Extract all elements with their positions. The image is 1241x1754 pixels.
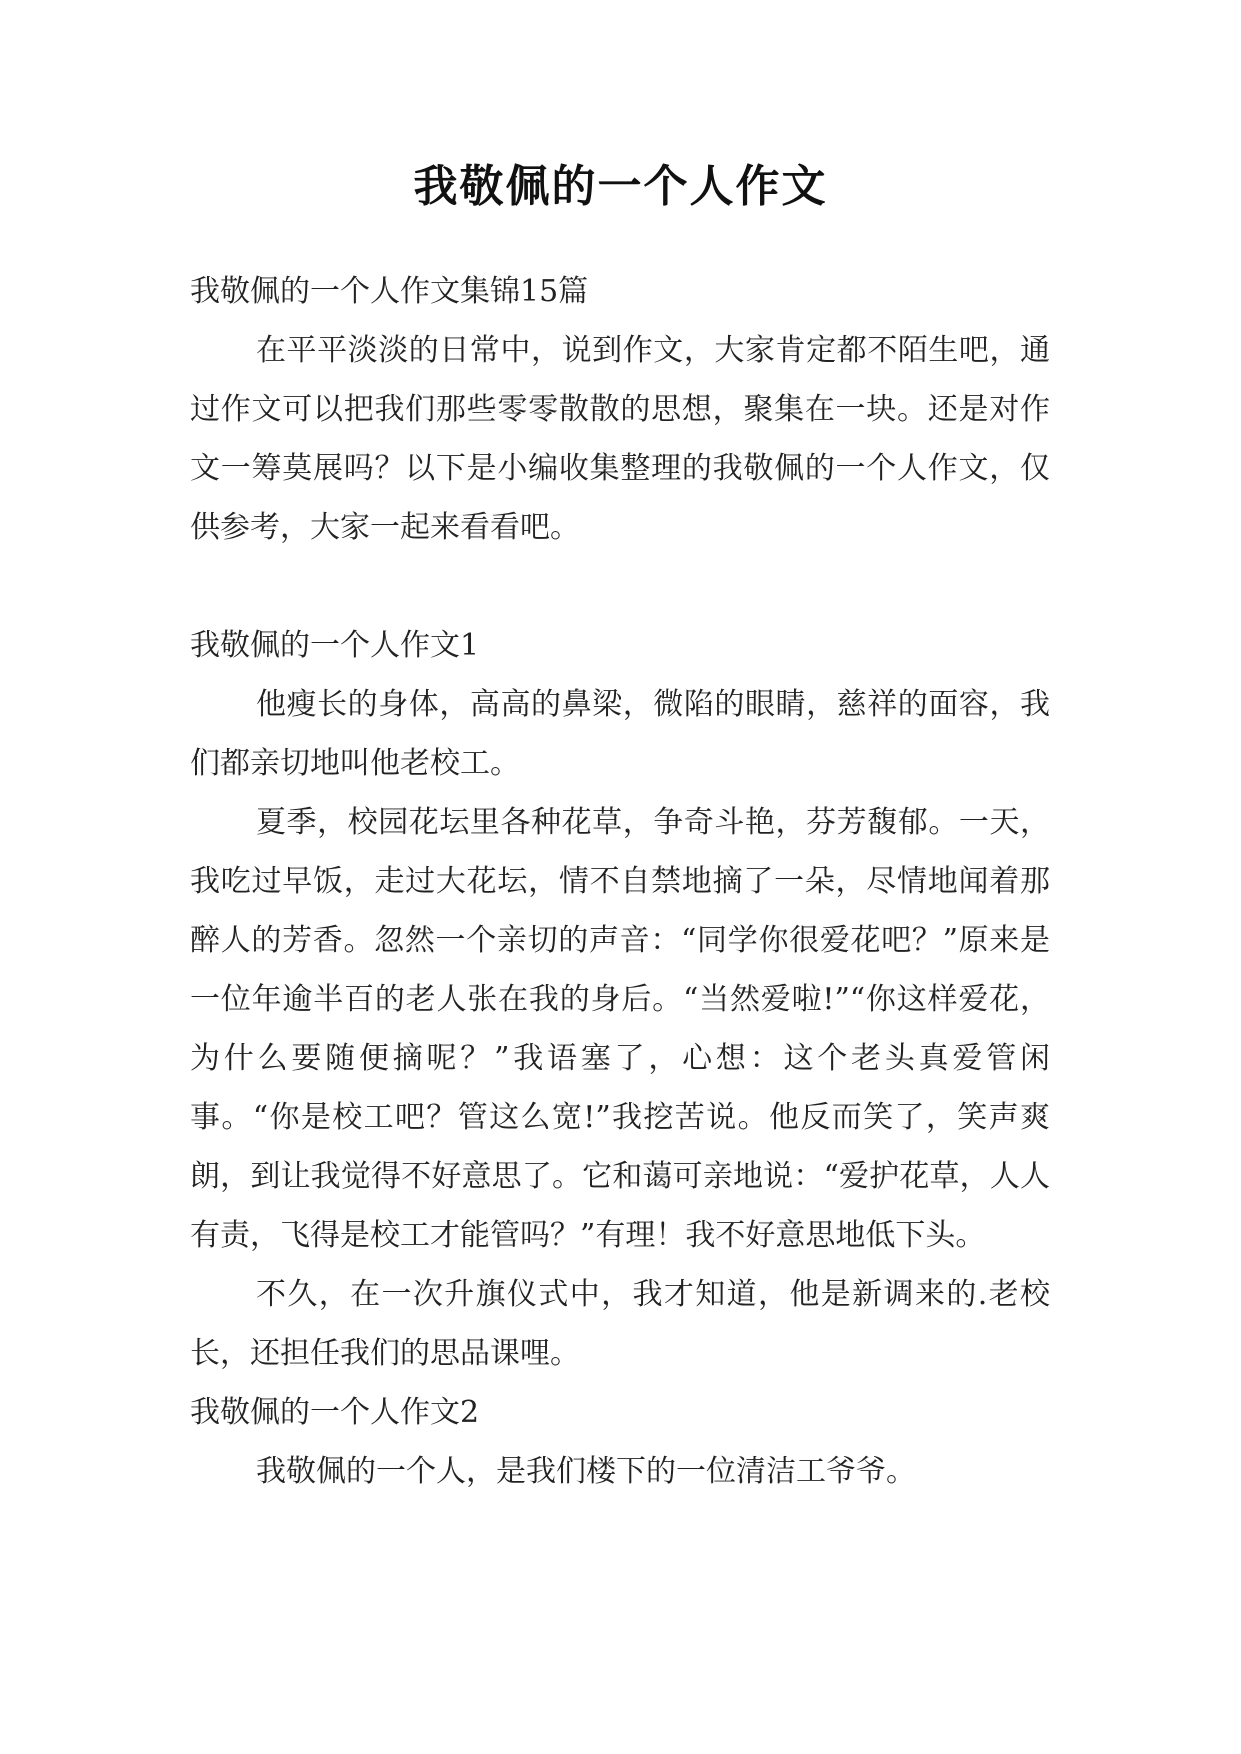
essay-1-paragraph: 他瘦长的身体，高高的鼻梁，微陷的眼睛，慈祥的面容，我们都亲切地叫他老校工。 [190, 687, 1050, 781]
intro-paragraph: 在平平淡淡的日常中，说到作文，大家肯定都不陌生吧，通过作文可以把我们那些零零散散的思想，聚集在一块。还是对作文一筹莫展吗？以下是小编收集整理的我敬佩的一个人作文，仅供参考，大家一起来看看吧。 [190, 333, 1050, 545]
section-gap [190, 557, 1050, 616]
essay-2-heading: 我敬佩的一个人作文2 [190, 1395, 480, 1430]
document-title: 我敬佩的一个人作文 [413, 161, 828, 212]
essay-1-heading: 我敬佩的一个人作文1 [190, 628, 480, 663]
essay-1-paragraph: 不久，在一次升旗仪式中，我才知道，他是新调来的.老校长，还担任我们的思品课哩。 [190, 1277, 1050, 1371]
essay-2-paragraph: 我敬佩的一个人，是我们楼下的一位清洁工爷爷。 [256, 1454, 916, 1489]
document-body [190, 262, 1050, 1501]
collection-heading: 我敬佩的一个人作文集锦15篇 [190, 274, 589, 309]
essay-1-paragraph: 夏季，校园花坛里各种花草，争奇斗艳，芬芳馥郁。一天，我吃过早饭，走过大花坛，情不自禁地摘了一朵，尽情地闻着那醉人的芳香。忽然一个亲切的声音：“同学你很爱花吧？”原来是一位年逾半百的老人张在我的身后。“当然爱啦!”“你这样爱花，为什么要随便摘呢？”我语塞了，心想：这个老头真爱管闲事。“你是校工吧？管这么宽!”我挖苦说。他反而笑了，笑声爽朗，到让我觉得不好意思了。它和蔼可亲地说：“爱护花草，人人有责，飞得是校工才能管吗？”有理！我不好意思地低下头。 [190, 805, 1050, 1253]
